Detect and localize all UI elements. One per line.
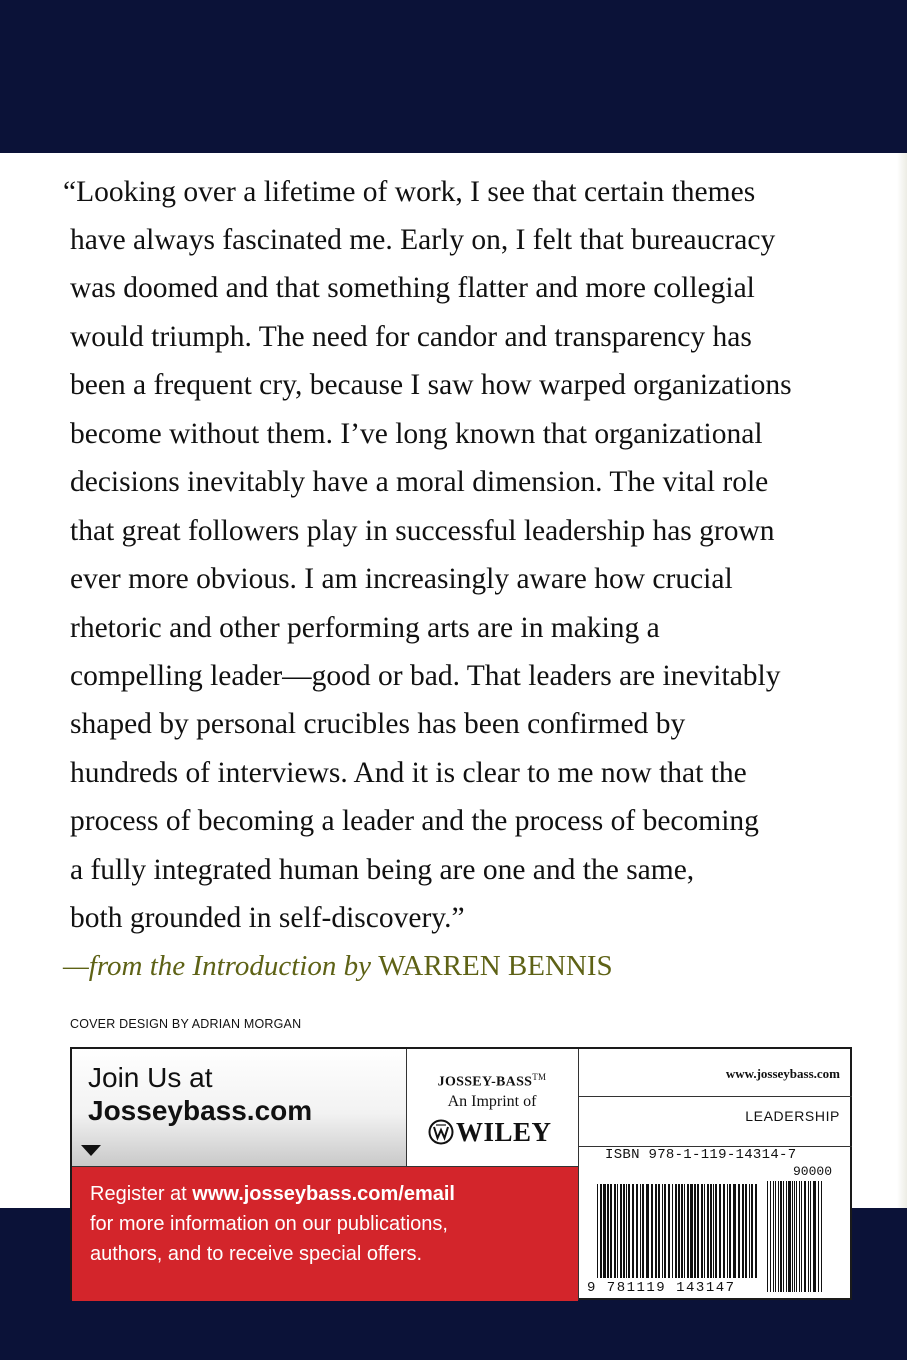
barcode-digits: 9 781119 143147: [587, 1280, 736, 1296]
barcode-bar: [710, 1184, 712, 1278]
barcode-bar: [733, 1184, 736, 1278]
publisher-logo-panel: [406, 1049, 579, 1166]
wiley-wordmark: WILEY: [456, 1117, 552, 1147]
barcode-bar: [794, 1181, 795, 1292]
register-panel: [72, 1166, 578, 1301]
barcode-bar: [697, 1184, 699, 1278]
barcode-bar: [687, 1184, 689, 1278]
barcode-bar: [813, 1181, 816, 1292]
barcode-bar: [808, 1181, 809, 1292]
barcode-bar: [810, 1181, 811, 1292]
down-arrow-icon: [81, 1145, 101, 1156]
barcode-bar: [672, 1184, 673, 1278]
register-email-link[interactable]: www.josseybass.com/email: [192, 1183, 455, 1205]
barcode-bar: [704, 1184, 705, 1278]
isbn-barcode: [597, 1184, 757, 1278]
barcode-bar: [623, 1184, 625, 1278]
join-us-site[interactable]: Josseybass.com: [88, 1095, 313, 1126]
barcode-bar: [767, 1181, 768, 1292]
quote-line: both grounded in self-discovery.”: [70, 902, 465, 934]
barcode-bar: [614, 1184, 616, 1278]
barcode-bar: [796, 1181, 797, 1292]
quote-line: compelling leader—good or bad. That leaders are inevitably: [70, 660, 781, 692]
barcode-bar: [775, 1181, 776, 1292]
barcode-bar: [636, 1184, 638, 1278]
barcode-bar: [632, 1184, 634, 1278]
barcode-bar: [770, 1181, 771, 1292]
barcode-bar: [668, 1184, 670, 1278]
quote-line: would triumph. The need for candor and transparency has: [70, 321, 752, 353]
quote-line: decisions inevitably have a moral dimension. The vital role: [70, 466, 769, 498]
join-us-panel[interactable]: [72, 1049, 407, 1166]
barcode-bar: [755, 1184, 757, 1278]
isbn-label: ISBN 978-1-119-14314-7: [605, 1147, 797, 1163]
barcode-bar: [600, 1184, 602, 1278]
quote-line: that great followers play in successful leadership has grown: [70, 515, 775, 547]
barcode-bar: [642, 1184, 644, 1278]
publisher-name: [406, 1072, 578, 1091]
barcode-bar: [738, 1184, 740, 1278]
barcode-bar: [818, 1181, 819, 1292]
wiley-logo: [428, 1117, 558, 1151]
quote-line: been a frequent cry, because I saw how warped organizations: [70, 369, 792, 401]
quote-line: process of becoming a leader and the process of becoming: [70, 805, 759, 837]
barcode-bar: [662, 1184, 663, 1278]
barcode-bar: [628, 1184, 630, 1278]
trademark-mark: TM: [532, 1072, 547, 1082]
quote-line: become without them. I’ve long known that organizational: [70, 418, 763, 450]
barcode-bar: [664, 1184, 666, 1278]
barcode-bar: [742, 1184, 744, 1278]
barcode-bar: [783, 1181, 784, 1292]
barcode-bar: [780, 1181, 782, 1292]
register-line-1: [90, 1179, 570, 1209]
barcode-bar: [792, 1181, 793, 1292]
barcode-bar: [713, 1184, 714, 1278]
website-link[interactable]: www.josseybass.com: [725, 1066, 840, 1081]
barcode-bar: [751, 1184, 753, 1278]
barcode-bar: [678, 1184, 680, 1278]
category-panel: [578, 1096, 852, 1147]
barcode-bar: [597, 1184, 598, 1278]
quote-line: shaped by personal crucibles has been confirmed by: [70, 708, 686, 740]
barcode-bar: [603, 1184, 606, 1278]
quote-line: ever more obvious. I am increasingly aware how crucial: [70, 563, 733, 595]
barcode-bar: [651, 1184, 653, 1278]
attribution-author: WARREN BENNIS: [378, 950, 613, 982]
barcode-bar: [719, 1184, 721, 1278]
publisher-info-box: [70, 1047, 852, 1300]
barcode-bar: [694, 1184, 696, 1278]
cover-design-credit: COVER DESIGN BY ADRIAN MORGAN: [70, 1017, 302, 1031]
quote-line: a fully integrated human being are one and the same,: [70, 854, 695, 886]
quote-attribution: [63, 948, 613, 984]
imprint-text: An Imprint of: [447, 1093, 537, 1110]
publisher-name-text: JOSSEY-BASS: [437, 1074, 533, 1090]
barcode-bar: [655, 1184, 657, 1278]
barcode-bar: [821, 1181, 822, 1292]
wiley-emblem-icon: [428, 1119, 454, 1145]
barcode-bar: [620, 1184, 622, 1278]
barcode-bar: [626, 1184, 627, 1278]
barcode-bar: [607, 1184, 609, 1278]
barcode-bar: [675, 1184, 677, 1278]
top-navy-band: [0, 0, 907, 153]
addon-barcode: [767, 1181, 825, 1292]
register-prefix: Register at: [90, 1183, 193, 1205]
barcode-bar: [749, 1184, 750, 1278]
barcode-bar: [617, 1184, 618, 1278]
barcode-bar: [681, 1184, 683, 1278]
barcode-bar: [801, 1181, 802, 1292]
barcode-bar: [799, 1181, 800, 1292]
barcode-bar: [684, 1184, 685, 1278]
category-label: LEADERSHIP: [745, 1108, 840, 1124]
quote-line: hundreds of interviews. And it is clear to me now that the: [70, 757, 747, 789]
website-panel: [578, 1049, 852, 1097]
barcode-bar: [804, 1181, 806, 1292]
quote-line: “Looking over a lifetime of work, I see that certain themes: [63, 176, 756, 208]
barcode-bar: [745, 1184, 747, 1278]
join-us-text: Join Us at: [88, 1062, 213, 1093]
barcode-bar: [723, 1184, 725, 1278]
quote-line: have always fascinated me. Early on, I felt that bureaucracy: [70, 224, 776, 256]
barcode-panel: [578, 1146, 853, 1300]
barcode-bar: [727, 1184, 728, 1278]
price-addon-label: 90000: [793, 1164, 833, 1179]
barcode-bar: [610, 1184, 612, 1278]
barcode-bar: [778, 1181, 779, 1292]
barcode-bar: [640, 1184, 641, 1278]
barcode-bar: [773, 1181, 774, 1292]
register-line-3: authors, and to receive special offers.: [90, 1243, 423, 1265]
barcode-bar: [707, 1184, 709, 1278]
barcode-bar: [658, 1184, 660, 1278]
attribution-intro: —from the Introduction by: [63, 950, 379, 982]
register-line-2: for more information on our publications,: [90, 1213, 448, 1235]
barcode-bar: [715, 1184, 717, 1278]
barcode-bar: [646, 1184, 649, 1278]
barcode-bar: [701, 1184, 703, 1278]
page-edge: [897, 153, 907, 1208]
barcode-bar: [690, 1184, 693, 1278]
barcode-bar: [729, 1184, 731, 1278]
register-text: [90, 1179, 570, 1269]
barcode-bar: [788, 1181, 791, 1292]
barcode-bar: [786, 1181, 787, 1292]
quote-line: was doomed and that something flatter and more collegial: [70, 272, 755, 304]
quote-line: rhetoric and other performing arts are in making a: [70, 612, 660, 644]
